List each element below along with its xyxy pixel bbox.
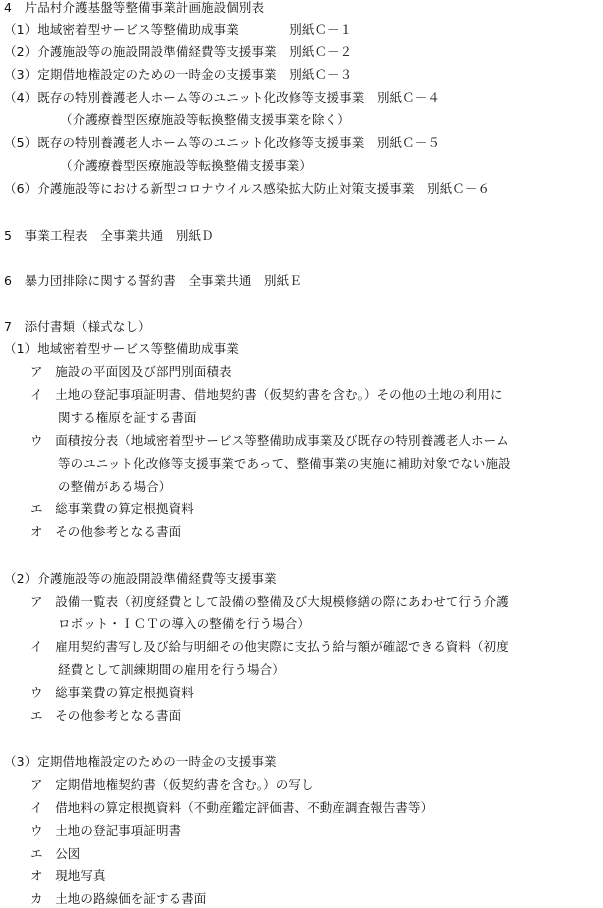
item-4-4: （4）既存の特別養護老人ホーム等のユニット化改修等支援事業 別紙Ｃ－４ bbox=[4, 90, 440, 105]
item-7-1-u: ウ 面積按分表（地域密着型サービス等整備助成事業及び既存の特別養護老人ホーム bbox=[30, 433, 509, 448]
item-7-1-a: ア 施設の平面図及び部門別面積表 bbox=[30, 364, 232, 379]
subsection-7-2-heading: （2）介護施設等の施設開設準備経費等支援事業 bbox=[4, 571, 277, 586]
item-7-3-i: イ 借地料の算定根拠資料（不動産鑑定評価書、不動産調査報告書等） bbox=[30, 800, 434, 815]
item-4-4-note: （介護療養型医療施設等転換整備支援事業を除く） bbox=[60, 112, 350, 127]
item-7-1-u-cont-1: 等のユニット化改修等支援事業であって、整備事業の実施に補助対象でない施設 bbox=[58, 456, 511, 471]
item-7-2-a-cont: ロボット・ＩＣＴの導入の整備を行う場合） bbox=[58, 616, 311, 631]
item-4-2: （2）介護施設等の施設開設準備経費等支援事業 別紙Ｃ－２ bbox=[4, 44, 353, 59]
item-7-2-e: エ その他参考となる書面 bbox=[30, 708, 182, 723]
section-7-heading: 7 添付書類（様式なし） bbox=[4, 319, 151, 334]
item-7-2-u: ウ 総事業費の算定根拠資料 bbox=[30, 685, 194, 700]
item-7-1-e: エ 総事業費の算定根拠資料 bbox=[30, 501, 194, 516]
item-4-5: （5）既存の特別養護老人ホーム等のユニット化改修等支援事業 別紙Ｃ－５ bbox=[4, 135, 440, 150]
item-7-2-i-cont: 経費として訓練期間の雇用を行う場合） bbox=[58, 662, 285, 677]
item-4-1: （1）地域密着型サービス等整備助成事業 別紙Ｃ－１ bbox=[4, 22, 353, 37]
item-7-2-i: イ 雇用契約書写し及び給与明細その他実際に支払う給与額が確認できる資料（初度 bbox=[30, 639, 509, 654]
subsection-7-3-heading: （3）定期借地権設定のための一時金の支援事業 bbox=[4, 754, 277, 769]
item-7-3-ka: カ 土地の路線価を証する書面 bbox=[30, 891, 207, 906]
item-7-3-o: オ 現地写真 bbox=[30, 868, 106, 883]
section-6-heading: 6 暴力団排除に関する誓約書 全事業共通 別紙Ｅ bbox=[4, 273, 302, 288]
subsection-7-1-heading: （1）地域密着型サービス等整備助成事業 bbox=[4, 341, 239, 356]
item-4-5-note: （介護療養型医療施設等転換整備支援事業） bbox=[60, 158, 313, 173]
item-7-1-i-cont: 関する権原を証する書面 bbox=[58, 410, 197, 425]
item-7-1-o: オ その他参考となる書面 bbox=[30, 524, 182, 539]
item-7-3-u: ウ 土地の登記事項証明書 bbox=[30, 823, 182, 838]
item-7-3-e: エ 公図 bbox=[30, 846, 81, 861]
item-4-3: （3）定期借地権設定のための一時金の支援事業 別紙Ｃ－３ bbox=[4, 67, 353, 82]
item-4-6: （6）介護施設等における新型コロナウイルス感染拡大防止対策支援事業 別紙Ｃ－６ bbox=[4, 181, 491, 196]
item-7-1-i: イ 土地の登記事項証明書、借地契約書（仮契約書を含む。）その他の土地の利用に bbox=[30, 387, 503, 402]
item-7-3-a: ア 定期借地権契約書（仮契約書を含む。）の写し bbox=[30, 777, 314, 792]
section-5-heading: 5 事業工程表 全事業共通 別紙Ｄ bbox=[4, 228, 214, 243]
item-7-1-u-cont-2: の整備がある場合） bbox=[58, 479, 172, 494]
item-7-2-a: ア 設備一覧表（初度経費として設備の整備及び大規模修繕の際にあわせて行う介護 bbox=[30, 594, 509, 609]
section-4-heading: 4 片品村介護基盤等整備事業計画施設個別表 bbox=[4, 0, 265, 15]
